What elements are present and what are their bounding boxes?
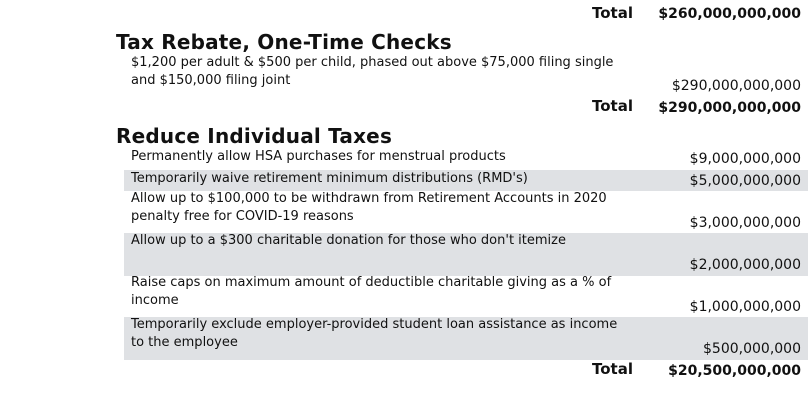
line-item-amount: $9,000,000,000 <box>689 151 801 167</box>
line-item-amount: $5,000,000,000 <box>689 173 801 189</box>
line-item-text: Temporarily exclude employer-provided student loan assistance as income to the employee <box>131 317 618 350</box>
line-item-text: Temporarily waive retirement minimum distributions (RMD's) <box>131 171 528 186</box>
line-item-text: Allow up to a $300 charitable donation for those who don't itemize <box>131 233 566 248</box>
section-title-reduce-individual-taxes: Reduce Individual Taxes <box>116 124 393 148</box>
line-item-amount: $1,000,000,000 <box>689 299 801 315</box>
line-item-amount: $3,000,000,000 <box>689 215 801 231</box>
line-item-text: $1,200 per adult & $500 per child, phased out above $75,000 filing single and $150,000 filing joint <box>131 55 614 88</box>
section-total-amount: $20,500,000,000 <box>668 363 801 379</box>
top-total-amount: $260,000,000,000 <box>658 6 801 22</box>
line-item-amount: $290,000,000,000 <box>671 78 801 94</box>
line-item-amount: $2,000,000,000 <box>689 257 801 273</box>
section-total-label: Total <box>592 360 633 378</box>
top-total-label: Total <box>592 4 633 22</box>
line-item-amount: $500,000,000 <box>703 341 801 357</box>
section-total-amount: $290,000,000,000 <box>658 100 801 116</box>
section-title-tax-rebate: Tax Rebate, One-Time Checks <box>116 30 452 54</box>
line-item-text: Allow up to $100,000 to be withdrawn from Retirement Accounts in 2020 penalty free for COVID-19 reasons <box>131 191 607 224</box>
section-total-label: Total <box>592 97 633 115</box>
line-item-text: Permanently allow HSA purchases for menstrual products <box>131 149 506 164</box>
line-item-text: Raise caps on maximum amount of deductible charitable giving as a % of income <box>131 275 612 308</box>
